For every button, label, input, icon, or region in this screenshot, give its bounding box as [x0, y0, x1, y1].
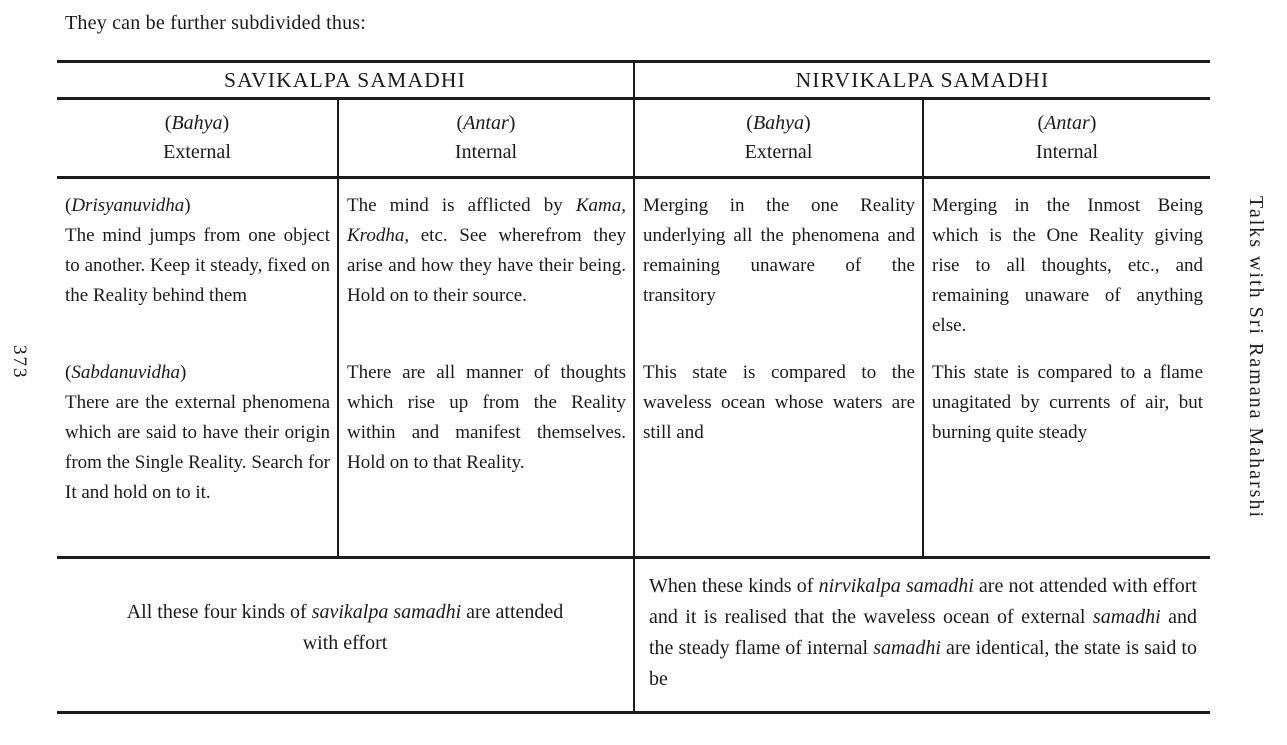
body-cell-savikalpa-external	[57, 179, 337, 559]
paragraph: There are all manner of thoughts which rise up from the Reality within and manifest themselves. Hold on to that Reality.	[347, 362, 626, 473]
paragraph: (Sabdanuvidha) There are the external phenomena which are said to have their origin from the Single Reality. Search for It and hold on to it.	[65, 362, 330, 503]
subheader-nirvikalpa-external	[633, 100, 922, 179]
footer-text: All these four kinds of savikalpa samadhi are attended with effort	[126, 601, 564, 654]
paragraph: Merging in the one Reality underlying all the phenomena and remaining unaware of the transitory	[643, 195, 915, 306]
subheader-label: Internal	[454, 141, 518, 163]
paragraph: (Drisyanuvidha) The mind jumps from one object to another. Keep it steady, fixed on the Reality behind them	[65, 195, 330, 306]
paragraph: This state is compared to a flame unagitated by currents of air, but burning quite steady	[932, 362, 1203, 443]
group-header-nirvikalpa: NIRVIKALPA SAMADHI	[633, 63, 1210, 100]
paragraph: Merging in the Inmost Being which is the One Reality giving rise to all thoughts, etc., and remaining unaware of anything else.	[932, 195, 1203, 336]
body-cell-nirvikalpa-internal	[922, 179, 1210, 559]
paragraph: The mind is afflicted by Kama, Krodha, etc. See wherefrom they arise and how they have their being. Hold on to their source.	[347, 195, 626, 306]
group-header-savikalpa: SAVIKALPA SAMADHI	[57, 63, 633, 100]
subheader-term: (Bahya)	[746, 112, 811, 134]
running-header: Talks with Sri Ramana Maharshi	[1245, 196, 1267, 519]
subheader-label: External	[744, 141, 813, 163]
page-number: 373	[9, 345, 30, 380]
intro-line: They can be further subdivided thus:	[65, 12, 367, 34]
footer-cell-nirvikalpa: When these kinds of nirvikalpa samadhi are not attended with effort and it is realised that the waveless ocean of external samadhi and the steady flame of internal samadhi are identical, the state is said to be	[633, 559, 1210, 711]
footer-cell-savikalpa	[57, 559, 633, 711]
subheader-term: (Antar)	[456, 112, 516, 134]
subheader-savikalpa-external	[57, 100, 337, 179]
body-cell-nirvikalpa-external	[633, 179, 922, 559]
subheader-term: (Antar)	[1037, 112, 1097, 134]
subheader-savikalpa-internal	[337, 100, 633, 179]
paragraph: This state is compared to the waveless ocean whose waters are still and	[643, 362, 915, 443]
subheader-nirvikalpa-internal	[922, 100, 1210, 179]
subheader-label: Internal	[1035, 141, 1099, 163]
subheader-term: (Bahya)	[164, 112, 230, 134]
body-cell-savikalpa-internal	[337, 179, 633, 559]
samadhi-comparison-table	[57, 60, 1210, 714]
subheader-label: External	[163, 141, 231, 163]
